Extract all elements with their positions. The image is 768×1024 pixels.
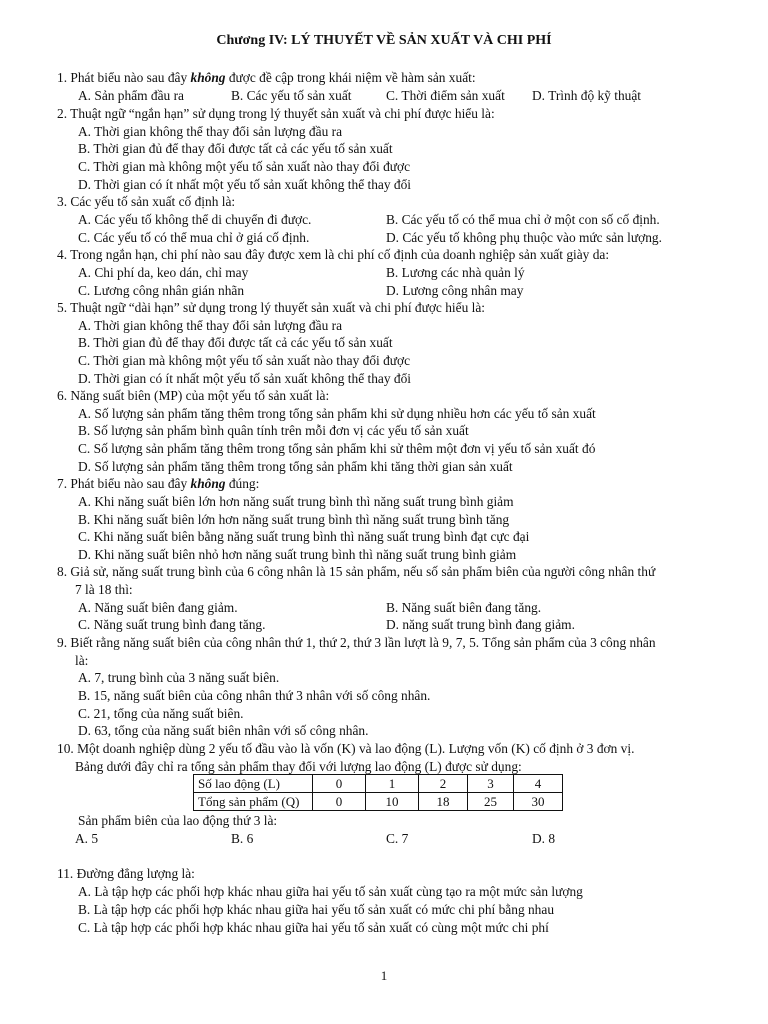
- table-cell: 0: [313, 793, 366, 811]
- question-5-option-d: D. Thời gian có ít nhất một yếu tố sản xuất không thể thay đổi: [78, 371, 411, 386]
- question-7-stem: [57, 476, 712, 492]
- question-10-option-b: B. 6: [231, 831, 254, 846]
- question-8-stem: 8. Giả sử, năng suất trung bình của 6 công nhân là 15 sản phẩm, nếu số sản phẩm biên của người công nhân thứ: [57, 564, 656, 579]
- question-9-option-b: B. 15, năng suất biên của công nhân thứ 3 nhân với số công nhân.: [78, 688, 431, 703]
- table-cell: Số lao động (L): [194, 775, 313, 793]
- question-5-option-b: B. Thời gian đủ để thay đổi được tất cả các yếu tố sản xuất: [78, 335, 393, 350]
- table-cell: 3: [468, 775, 514, 793]
- question-9-option-d: D. 63, tổng của năng suất biên nhân với số công nhân.: [78, 723, 369, 738]
- question-7-stem-part: đúng:: [225, 476, 260, 491]
- question-4-stem: 4. Trong ngắn hạn, chi phí nào sau đây được xem là chi phí cố định của doanh nghiệp sản xuất giày da:: [57, 247, 610, 262]
- question-3-option-b: B. Các yếu tố có thể mua chỉ ở một con số cố định.: [386, 212, 660, 227]
- production-table: [193, 774, 563, 811]
- question-3-option-c: C. Các yếu tố có thể mua chỉ ở giá cố định.: [78, 230, 310, 245]
- question-5-option-a: A. Thời gian không thể thay đổi sản lượng đầu ra: [78, 318, 343, 333]
- question-4-option-b: B. Lương các nhà quản lý: [386, 265, 525, 280]
- question-1-option-c: C. Thời điểm sản xuất: [386, 88, 505, 103]
- question-10-ask: Sản phẩm biên của lao động thứ 3 là:: [78, 813, 278, 828]
- question-4-option-c: C. Lương công nhân gián nhãn: [78, 283, 245, 298]
- question-8-option-d: D. năng suất trung bình đang giảm.: [386, 617, 575, 632]
- question-6-option-c: C. Số lượng sản phẩm tăng thêm trong tổng sản phẩm khi sử thêm một đơn vị yếu tố sản xuất đó: [78, 441, 596, 456]
- question-10-option-c: C. 7: [386, 831, 409, 846]
- question-7-stem-part: 7. Phát biểu nào sau đây: [57, 476, 191, 491]
- table-cell: 30: [514, 793, 563, 811]
- question-11-option-a: A. Là tập hợp các phối hợp khác nhau giữa hai yếu tố sản xuất cùng tạo ra một mức sản lượng: [78, 884, 583, 899]
- question-10-option-d: D. 8: [532, 831, 556, 846]
- question-6-option-d: D. Số lượng sản phẩm tăng thêm trong tổng sản phẩm khi tăng thời gian sản xuất: [78, 459, 513, 474]
- question-1-option-a: A. Sản phẩm đầu ra: [78, 88, 184, 103]
- table-cell: 10: [366, 793, 419, 811]
- question-11-stem: 11. Đường đẳng lượng là:: [57, 866, 195, 881]
- table-cell: 18: [419, 793, 468, 811]
- question-3-stem: 3. Các yếu tố sản xuất cố định là:: [57, 194, 236, 209]
- table-row: [194, 775, 563, 793]
- question-4-option-d: D. Lương công nhân may: [386, 283, 524, 298]
- question-7-option-a: A. Khi năng suất biên lớn hơn năng suất trung bình thì năng suất trung bình giảm: [78, 494, 514, 509]
- question-1-stem: [57, 70, 712, 86]
- question-5-stem: 5. Thuật ngữ “dài hạn” sử dụng trong lý thuyết sản xuất và chi phí được hiểu là:: [57, 300, 486, 315]
- question-1-emphasis: không: [190, 70, 226, 85]
- table-cell: 0: [313, 775, 366, 793]
- question-10-option-a: A. 5: [75, 831, 99, 846]
- question-6-option-b: B. Số lượng sản phẩm bình quân tính trên mỗi đơn vị các yếu tố sản xuất: [78, 423, 469, 438]
- table-cell: 25: [468, 793, 514, 811]
- question-9-option-c: C. 21, tổng của năng suất biên.: [78, 706, 244, 721]
- table-cell: 4: [514, 775, 563, 793]
- question-6-option-a: A. Số lượng sản phẩm tăng thêm trong tổng sản phẩm khi sử dụng nhiều hơn các yếu tố sản xuất: [78, 406, 596, 421]
- chapter-title: Chương IV: LÝ THUYẾT VỀ SẢN XUẤT VÀ CHI PHÍ: [216, 33, 552, 48]
- question-9-option-a: A. 7, trung bình của 3 năng suất biên.: [78, 670, 280, 685]
- question-6-stem: 6. Năng suất biên (MP) của một yếu tố sản xuất là:: [57, 388, 330, 403]
- question-1-option-d: D. Trình độ kỹ thuật: [532, 88, 642, 103]
- question-1-option-b: B. Các yếu tố sản xuất: [231, 88, 352, 103]
- question-1-stem-part: 1. Phát biểu nào sau đây: [57, 70, 191, 85]
- table-cell: 1: [366, 775, 419, 793]
- question-7-option-b: B. Khi năng suất biên lớn hơn năng suất trung bình thì năng suất trung bình tăng: [78, 512, 510, 527]
- question-11-option-c: C. Là tập hợp các phối hợp khác nhau giữa hai yếu tố sản xuất có cùng một mức chi phí: [78, 920, 549, 935]
- question-3-option-a: A. Các yếu tố không thể di chuyển đi được.: [78, 212, 312, 227]
- question-2-stem: 2. Thuật ngữ “ngắn hạn” sử dụng trong lý thuyết sản xuất và chi phí được hiểu là:: [57, 106, 495, 121]
- table-row: [194, 793, 563, 811]
- question-8-option-b: B. Năng suất biên đang tăng.: [386, 600, 542, 615]
- question-11-option-b: B. Là tập hợp các phối hợp khác nhau giữa hai yếu tố sản xuất có mức chi phí bằng nhau: [78, 902, 555, 917]
- page-number: 1: [380, 968, 388, 983]
- table-cell: 2: [419, 775, 468, 793]
- question-2-option-b: B. Thời gian đủ để thay đổi được tất cả các yếu tố sản xuất: [78, 141, 393, 156]
- question-10-stem: 10. Một doanh nghiệp dùng 2 yếu tố đầu vào là vốn (K) và lao động (L). Lượng vốn (K) cố định ở 3 đơn vị.: [57, 741, 635, 756]
- question-10-stem-continued: Bảng dưới đây chỉ ra tổng sản phẩm thay đổi với lượng lao động (L) được sử dụng:: [75, 759, 522, 774]
- question-8-stem-continued: 7 là 18 thì:: [75, 582, 133, 597]
- question-7-option-d: D. Khi năng suất biên nhỏ hơn năng suất trung bình thì năng suất trung bình giảm: [78, 547, 517, 562]
- question-2-option-a: A. Thời gian không thể thay đổi sản lượng đầu ra: [78, 124, 343, 139]
- question-4-option-a: A. Chi phí da, keo dán, chỉ may: [78, 265, 249, 280]
- question-2-option-c: C. Thời gian mà không một yếu tố sản xuất nào thay đổi được: [78, 159, 411, 174]
- question-2-option-d: D. Thời gian có ít nhất một yếu tố sản xuất không thể thay đổi: [78, 177, 411, 192]
- question-3-option-d: D. Các yếu tố không phụ thuộc vào mức sản lượng.: [386, 230, 662, 245]
- table-cell: Tổng sản phẩm (Q): [194, 793, 313, 811]
- question-5-option-c: C. Thời gian mà không một yếu tố sản xuất nào thay đổi được: [78, 353, 411, 368]
- question-7-emphasis: không: [190, 476, 226, 491]
- question-8-option-a: A. Năng suất biên đang giảm.: [78, 600, 238, 615]
- question-8-option-c: C. Năng suất trung bình đang tăng.: [78, 617, 266, 632]
- question-1-stem-part: được đề cập trong khái niệm về hàm sản xuất:: [225, 70, 476, 85]
- question-7-option-c: C. Khi năng suất biên bằng năng suất trung bình thì năng suất trung bình đạt cực đại: [78, 529, 530, 544]
- question-9-stem: 9. Biết rằng năng suất biên của công nhân thứ 1, thứ 2, thứ 3 lần lượt là 9, 7, 5. Tổng sản phẩm của 3 công nhân: [57, 635, 656, 650]
- question-9-stem-continued: là:: [75, 653, 89, 668]
